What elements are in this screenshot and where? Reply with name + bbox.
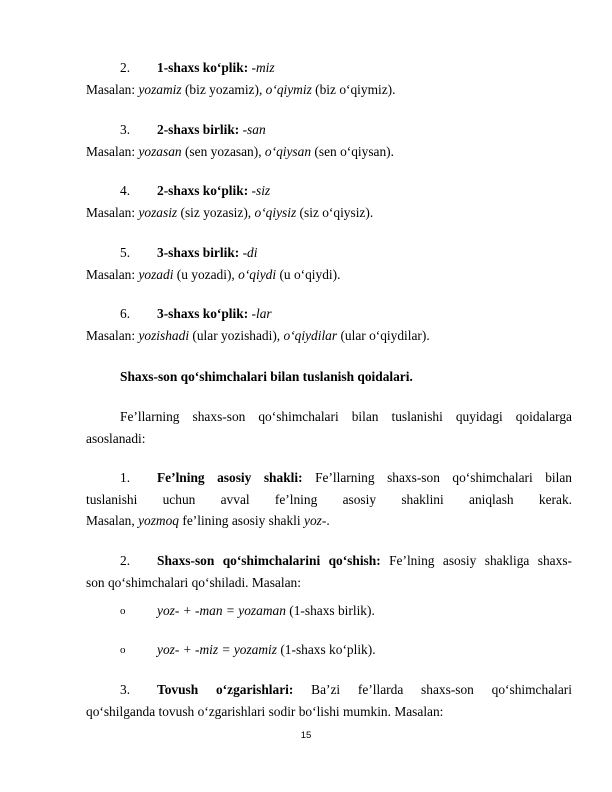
bullet-circle-icon: o: [120, 644, 126, 656]
item-suffix: -lar: [251, 306, 272, 321]
paragraph-line: son qo‘shimchalari qo‘shiladi. Masalan:: [86, 575, 301, 590]
rule-number: 1.: [120, 470, 131, 485]
example-line: Masalan: yozishadi (ular yozishadi), o‘qiydilar (ular o‘qiydilar).: [86, 328, 430, 343]
rule-number: 2.: [120, 553, 131, 568]
item-suffix: -san: [242, 122, 266, 137]
item-title: 2-shaxs birlik:: [157, 122, 240, 137]
item-title: 3-shaxs birlik:: [157, 245, 240, 260]
example-line: Masalan: yozadi (u yozadi), o‘qiydi (u o‘qiydi).: [86, 267, 341, 282]
paragraph-line: tuslanishi uchun avval fe’lning asosiy shaklini aniqlash kerak.: [86, 492, 572, 507]
rule-title: Tovush o‘zgarishlari:: [157, 682, 294, 697]
item-title: 2-shaxs ko‘plik:: [157, 183, 249, 198]
item-number: 6.: [120, 306, 131, 321]
paragraph-line: Fe’llarning shaxs-son qo‘shimchalari bilan tuslanishi quyidagi qoidalarga: [120, 409, 572, 424]
item-number: 3.: [120, 122, 131, 137]
item-title: 1-shaxs ko‘plik:: [157, 60, 249, 75]
example-line: Masalan: yozasiz (siz yozasiz), o‘qiysiz (siz o‘qiysiz).: [86, 205, 374, 220]
rule-title: Shaxs-son qo‘shimchalarini qo‘shish:: [157, 553, 381, 568]
item-title: 3-shaxs ko‘plik:: [157, 306, 249, 321]
rule-number: 3.: [120, 682, 131, 697]
bullet-circle-icon: o: [120, 605, 126, 617]
item-number: 5.: [120, 245, 131, 260]
example-line: Masalan: yozasan (sen yozasan), o‘qiysan (sen o‘qiysan).: [86, 144, 394, 159]
rule-title: Fe’lning asosiy shakli:: [157, 470, 303, 485]
document-page: 2. 1-shaxs ko‘plik: -miz Masalan: yozamiz (biz yozamiz), o‘qiymiz (biz o‘qiymiz). 3. 2-shaxs birlik: -san Masalan: yozasan (sen yozasan), o‘qiysan (sen o‘qiysan). 4. 2-shaxs ko‘plik: -siz Masalan: yozasiz (siz yozasiz), o‘qiysiz (siz o‘qiysiz). 5. 3-shaxs birlik: -di Masalan: yozadi (u yozadi), o‘qiydi (u o‘qiydi). 6. 3-shaxs ko‘plik: -lar Masalan: yozishadi (ular yozishadi), o‘qiydilar (ular o‘qiydilar). Shaxs-son qo‘shimchalari bilan tuslanish qoidalari. Fe’llarning shaxs-son qo‘shimchalari bilan tuslanishi quyidagi qoidalarga asoslanadi: 1. Fe’lning asosiy shakli: Fe’llarning shaxs-son qo‘shimchalari bilan tuslanishi uchun avval fe’lning asosiy shaklini aniqlash kerak. Masalan, yozmoq fe’lining asosiy shakli yoz-. 2. Shaxs-son qo‘shimchalarini qo‘shish: Fe’lning asosiy shakliga shaxs- son qo‘shimchalari qo‘shiladi. Masalan: o yoz- + -man = yozaman (1-shaxs birlik). o yoz- + -miz = yozamiz (1-shaxs ko‘plik). 3. Tovush o‘zgarishlari: Ba’zi fe’llarda shaxs-son qo‘shimchalari qo‘shilganda tovush o‘zgarishlari sodir bo‘lishi mumkin. Masalan: 15: [0, 0, 612, 792]
paragraph-line: qo‘shilganda tovush o‘zgarishlari sodir bo‘lishi mumkin. Masalan:: [86, 704, 444, 719]
item-suffix: -di: [242, 245, 258, 260]
page-number: 15: [300, 730, 312, 741]
section-heading: Shaxs-son qo‘shimchalari bilan tuslanish qoidalari.: [120, 369, 413, 384]
paragraph-line: asoslanadi:: [86, 431, 146, 446]
item-number: 4.: [120, 183, 131, 198]
paragraph-line: Masalan, yozmoq fe’lining asosiy shakli yoz-.: [86, 513, 330, 528]
item-suffix: -miz: [251, 60, 275, 75]
item-suffix: -siz: [251, 183, 271, 198]
example-line: Masalan: yozamiz (biz yozamiz), o‘qiymiz (biz o‘qiymiz).: [86, 82, 396, 97]
item-number: 2.: [120, 60, 131, 75]
